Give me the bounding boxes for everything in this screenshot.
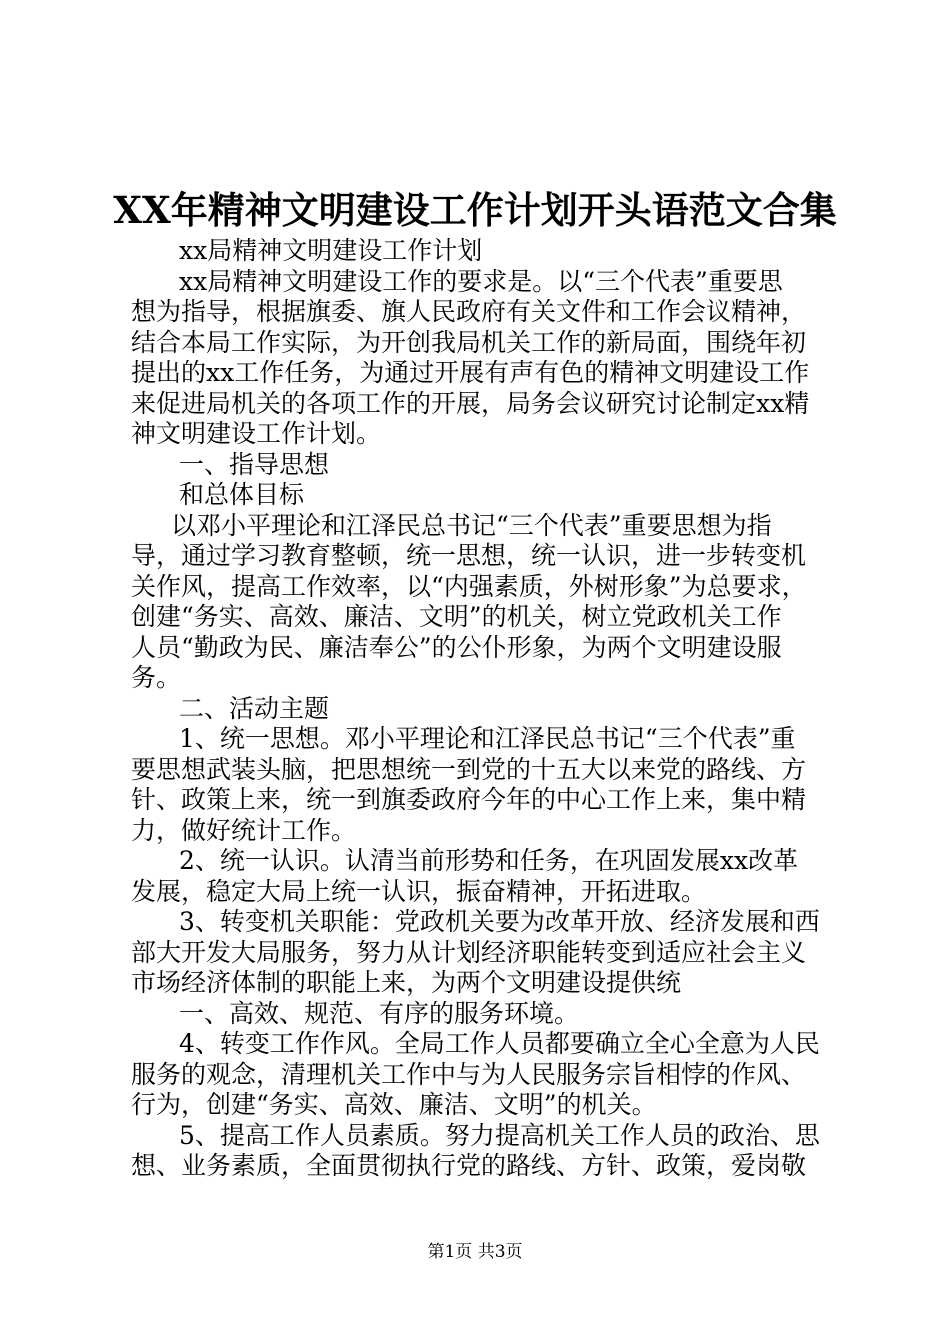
body-line: 一、高效、规范、有序的服务环境。 [179,998,580,1028]
body-line: 一、指导思想 [179,449,330,479]
body-line: 务。 [131,663,182,692]
document-title: XX年精神文明建设工作计划开头语范文合集 [113,188,837,232]
body-line: 行为，创建“务实、高效、廉洁、文明”的机关。 [131,1090,657,1119]
body-line: 创建“务实、高效、廉洁、文明”的机关，树立党政机关工作 [131,602,782,631]
body-line: 3、转变机关职能：党政机关要为改革开放、经济发展和西 [179,907,820,936]
body-line: 4、转变工作作风。全局工作人员都要确立全心全意为人民 [179,1029,820,1058]
body-line: 部大开发大局服务，努力从计划经济职能转变到适应社会主义 [131,937,807,967]
body-line: 提出的xx工作任务，为通过开展有声有色的精神文明建设工作 [131,358,810,387]
body-line: 关作风，提高工作效率，以“内强素质，外树形象”为总要求， [131,571,807,601]
body-line: 针、政策上来，统一到旗委政府今年的中心工作上来，集中精 [131,785,807,814]
body-line: 人员“勤政为民、廉洁奉公”的公仆形象，为两个文明建设服 [131,632,782,662]
body-line: 二、活动主题 [179,693,330,723]
body-line: 5、提高工作人员素质。努力提高机关工作人员的政治、思 [179,1120,820,1150]
body-line: 导，通过学习教育整顿，统一思想，统一认识，进一步转变机 [131,541,807,570]
body-line: 结合本局工作实际，为开创我局机关工作的新局面，围绕年初 [131,327,807,357]
body-line: 1、统一思想。邓小平理论和江泽民总书记“三个代表”重 [179,724,796,753]
page-footer: 第1页 共3页 [427,1242,523,1262]
body-line: 想为指导，根据旗委、旗人民政府有关文件和工作会议精神， [131,297,807,326]
body-line: 神文明建设工作计划。 [131,419,382,448]
body-line: 2、统一认识。认清当前形势和任务，在巩固发展xx改革 [179,846,799,875]
body-line: 和总体目标 [179,480,305,509]
body-line: 要思想武装头脑，把思想统一到党的十五大以来党的路线、方 [131,754,807,784]
body-line: xx局精神文明建设工作的要求是。以“三个代表”重要思 [179,266,783,296]
body-line: 想、业务素质，全面贯彻执行党的路线、方针、政策，爱岗敬 [131,1151,807,1180]
body-line: 来促进局机关的各项工作的开展，局务会议研究讨论制定xx精 [131,388,810,418]
body-line: xx局精神文明建设工作计划 [179,236,483,265]
body-line: 市场经济体制的职能上来，为两个文明建设提供统 [131,968,682,997]
body-line: 以邓小平理论和江泽民总书记“三个代表”重要思想为指 [171,510,772,540]
body-line: 发展，稳定大局上统一认识，振奋精神，开拓进取。 [131,876,707,906]
body-line: 力，做好统计工作。 [131,815,357,845]
document-body [131,236,831,1182]
body-line: 服务的观念，清理机关工作中与为人民服务宗旨相悖的作风、 [131,1059,807,1089]
